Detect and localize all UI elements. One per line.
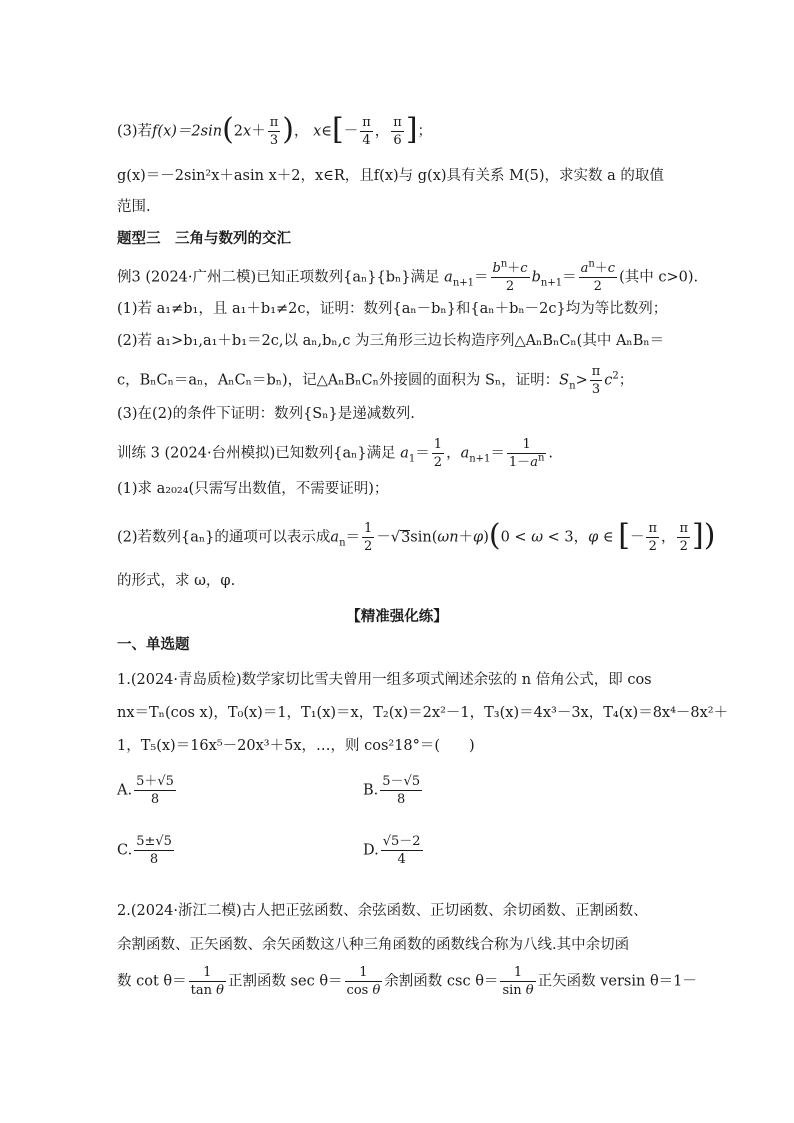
fx-expression: f(x)＝2sin [152,123,223,140]
q1-option-a[interactable] [117,775,178,806]
q1-line2: nx＝Tₙ(cos x)，T₀(x)＝1，T₁(x)＝x，T₂(x)＝2x²－1，T₃(x)＝4x³－3x，T₄(x)＝8x⁴－8x²＋ [117,705,729,721]
problem3-line: (3)若f(x)＝2sin(2x＋ $\frac{\pi}{3}$ )， x∈[－ $\frac{\pi}{4}$ ， $\frac{\pi}{6}$ ]； [117,111,433,148]
q2-csc: 余割函数 csc θ＝ [384,973,499,990]
option-d-den: 4 [397,852,406,867]
option-d-num: √5－2 [382,834,421,849]
q2-line2: 余割函数、正矢函数、余矢函数这八种三角函数的函数线合称为八线.其中余切函 [117,937,630,953]
example3-part1: (1)若 a₁≠b₁，且 a₁＋b₁≠2c，证明：数列{aₙ－bₙ}和{aₙ＋bₙ－2c}均为等比数列； [117,301,668,317]
q2-line1: 2.(2024·浙江二模)古人把正弦函数、余弦函数、正切函数、余切函数、正割函数、 [117,903,648,919]
example3-part2-b: c，BₙCₙ＝aₙ，AₙCₙ＝bₙ)，记△AₙBₙCₙ外接圆的面积为 Sₙ，证明： [117,372,560,389]
practice-title: 【精准强化练】 [346,609,448,625]
training3-part2-tail: 的形式，求 ω，φ. [117,573,236,589]
example3-intro: 例3 (2024·广州二模)已知正项数列{aₙ}{bₙ}满足 [117,269,440,286]
example3-cond-tail: (其中 c>0). [619,269,699,286]
g-definition-line: g(x)＝－2sin²x＋asin x＋2，x∈R，且f(x)与 g(x)具有关系 M(5)，求实数 a 的取值 [117,168,664,184]
example3-part2-b-line: c，BₙCₙ＝aₙ，AₙCₙ＝bₙ)，记△AₙBₙCₙ外接圆的面积为 Sₙ，证明：$S_n>$ $\frac{\pi}{3}$ $c^2$； [117,364,634,397]
option-a-num: 5＋√5 [136,774,174,789]
option-b-num: 5－√5 [382,774,421,789]
training3-part2-a: (2)若数列{aₙ}的通项可以表示成 [117,529,331,546]
option-a-label: A. [117,782,133,799]
problem3-label: (3)若 [117,123,153,140]
option-a-den: 8 [150,792,160,807]
q1-line3: 1，T₅(x)＝16x⁵－20x³＋5x，…，则 cos²18°＝( ) [117,738,475,754]
q1-option-b[interactable] [363,775,424,806]
training3-part1: (1)求 a₂₀₂₄(只需写出数值，不需要证明)； [117,481,389,497]
option-d-label: D. [363,842,379,859]
q1-option-c[interactable] [117,835,176,866]
example3-part2-a: (2)若 a₁>b₁,a₁＋b₁＝2c,以 aₙ,bₙ,c 为三角形三边长构造序列△AₙBₙCₙ(其中 AₙBₙ＝ [117,333,665,349]
option-c-den: 8 [149,852,159,867]
training3-intro-line: 训练 3 (2024·台州模拟)已知数列{aₙ}满足 $a_1=$ $\frac{1}{2}$ ，$a_{n+1}=$ $\frac{1}{1-a^n}$ . [117,437,554,470]
example3-part3: (3)在(2)的条件下证明：数列{Sₙ}是递减数列. [117,406,415,422]
q2-cot: 数 cot θ＝ [117,973,187,990]
example3-intro-line: 例3 (2024·广州二模)已知正项数列{aₙ}{bₙ}满足 $a_{n+1}=$ $\frac{b^n+c}{2}$ $b_{n+1}=$ $\frac{a^n+c}{2}$ (其中 c>0). [117,258,699,294]
training3-intro: 训练 3 (2024·台州模拟)已知数列{aₙ}满足 [117,445,396,462]
q2-line3: 数 cot θ＝ $\frac{1}{\text{tan θ}}$ 正割函数 sec θ＝ $\frac{1}{\text{cos θ}}$ 余割函数 csc θ＝ $\frac{1}{\text{sin θ}}$ 正矢函数 versin θ＝1－ [117,965,697,998]
training3-part2-line: (2)若数列{aₙ}的通项可以表示成$a_n=$ $\frac{1}{2}$ －√3sin(ωn＋φ)(0 < ω < 3，φ ∈ [－ $\frac{\pi}{2}$ ， $\frac{\pi}{2}$ ]) [117,517,716,554]
option-b-den: 8 [397,792,406,807]
single-choice-title: 一、单选题 [117,637,190,653]
q2-sec: 正割函数 sec θ＝ [227,973,343,990]
domain-text: x∈ [313,123,332,140]
q2-versin: 正矢函数 versin θ＝1－ [537,973,697,990]
option-c-label: C. [117,842,133,859]
q1-option-d[interactable] [363,835,425,866]
option-c-num: 5±√5 [136,834,172,849]
q1-line1: 1.(2024·青岛质检)数学家切比雪夫曾用一组多项式阐述余弦的 n 倍角公式，即 cos [117,672,652,688]
option-b-label: B. [363,782,379,799]
section3-title: 题型三 三角与数列的交汇 [117,231,291,247]
g-definition-line-end: 范围. [117,199,151,215]
